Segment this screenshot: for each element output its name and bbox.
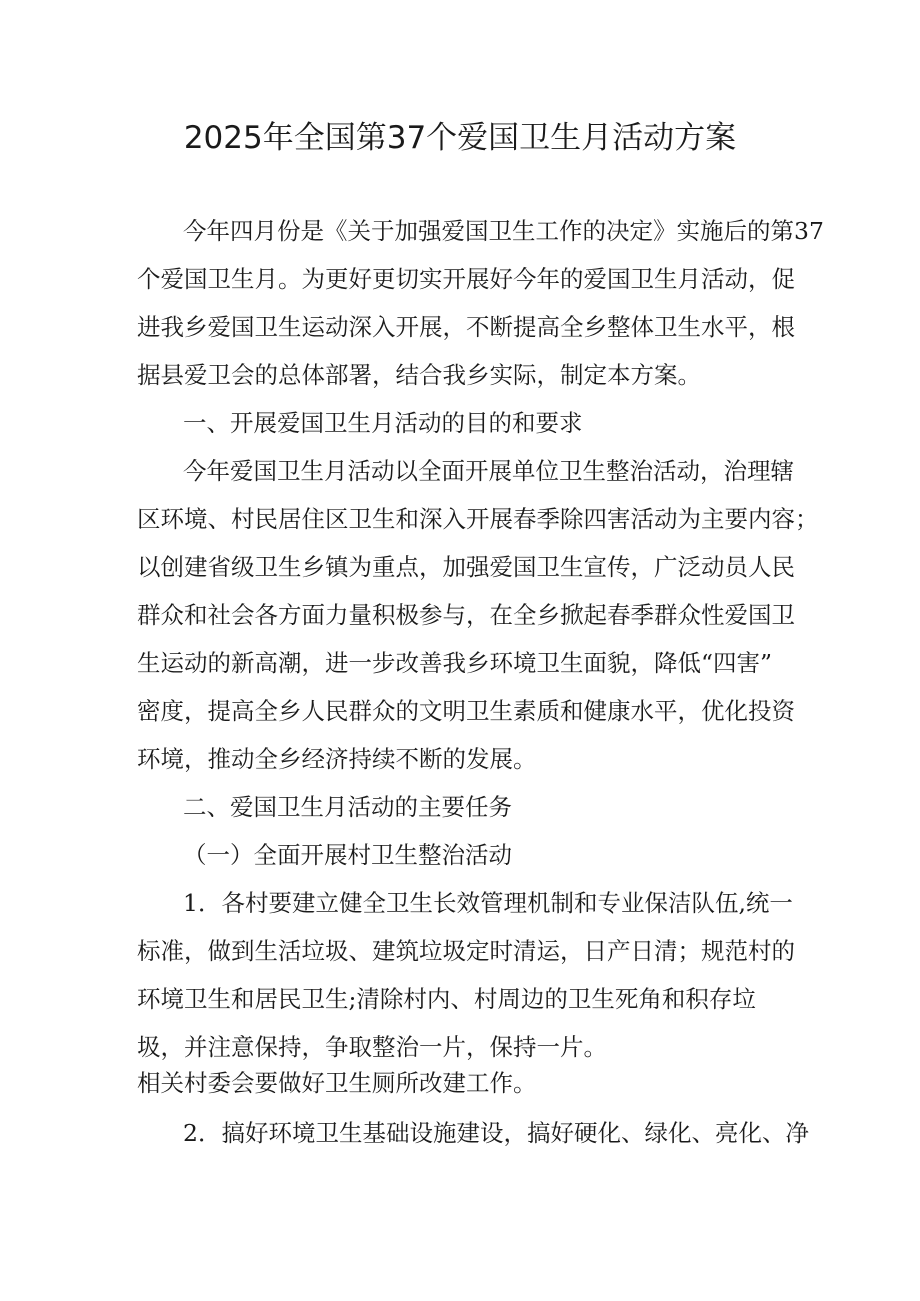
paragraph-line: 生运动的新高潮，进一步改善我乡环境卫生面貌，降低“四害”: [137, 649, 773, 677]
paragraph-line: 环境卫生和居民卫生;清除村内、村周边的卫生死角和积存垃: [137, 985, 756, 1013]
paragraph-line: 1．各村要建立健全卫生长效管理机制和专业保洁队伍,统一: [183, 889, 793, 917]
paragraph-line: 密度，提高全乡人民群众的文明卫生素质和健康水平，优化投资: [137, 697, 795, 725]
paragraph-line: 标准，做到生活垃圾、建筑垃圾定时清运，日产日清；规范村的: [137, 937, 795, 965]
paragraph-line: 群众和社会各方面力量积极参与，在全乡掀起春季群众性爱国卫: [137, 601, 795, 629]
section-heading: 二、爱国卫生月活动的主要任务: [183, 793, 512, 821]
document-title: 2025年全国第37个爱国卫生月活动方案: [183, 120, 737, 156]
paragraph-line: 区环境、村民居住区卫生和深入开展春季除四害活动为主要内容；: [137, 505, 819, 533]
paragraph-line: 进我乡爱国卫生运动深入开展，不断提高全乡整体卫生水平，根: [137, 313, 795, 341]
section-heading: 一、开展爱国卫生月活动的目的和要求: [183, 409, 583, 437]
paragraph-line: 今年四月份是《关于加强爱国卫生工作的决定》实施后的第37: [183, 217, 824, 245]
subsection-heading: （一）全面开展村卫生整治活动: [183, 841, 512, 869]
paragraph-line: 以创建省级卫生乡镇为重点，加强爱国卫生宣传，广泛动员人民: [137, 553, 795, 581]
paragraph-line: 环境，推动全乡经济持续不断的发展。: [137, 745, 537, 773]
paragraph-line: 2．搞好环境卫生基础设施建设，搞好硬化、绿化、亮化、净: [183, 1119, 809, 1147]
paragraph-line: 相关村委会要做好卫生厕所改建工作。: [137, 1069, 537, 1097]
paragraph-line: 个爱国卫生月。为更好更切实开展好今年的爱国卫生月活动，促: [137, 265, 795, 293]
paragraph-line: 圾，并注意保持，争取整治一片，保持一片。: [137, 1033, 607, 1061]
paragraph-line: 据县爱卫会的总体部署，结合我乡实际，制定本方案。: [137, 361, 701, 389]
paragraph-line: 今年爱国卫生月活动以全面开展单位卫生整治活动，治理辖: [183, 457, 794, 485]
